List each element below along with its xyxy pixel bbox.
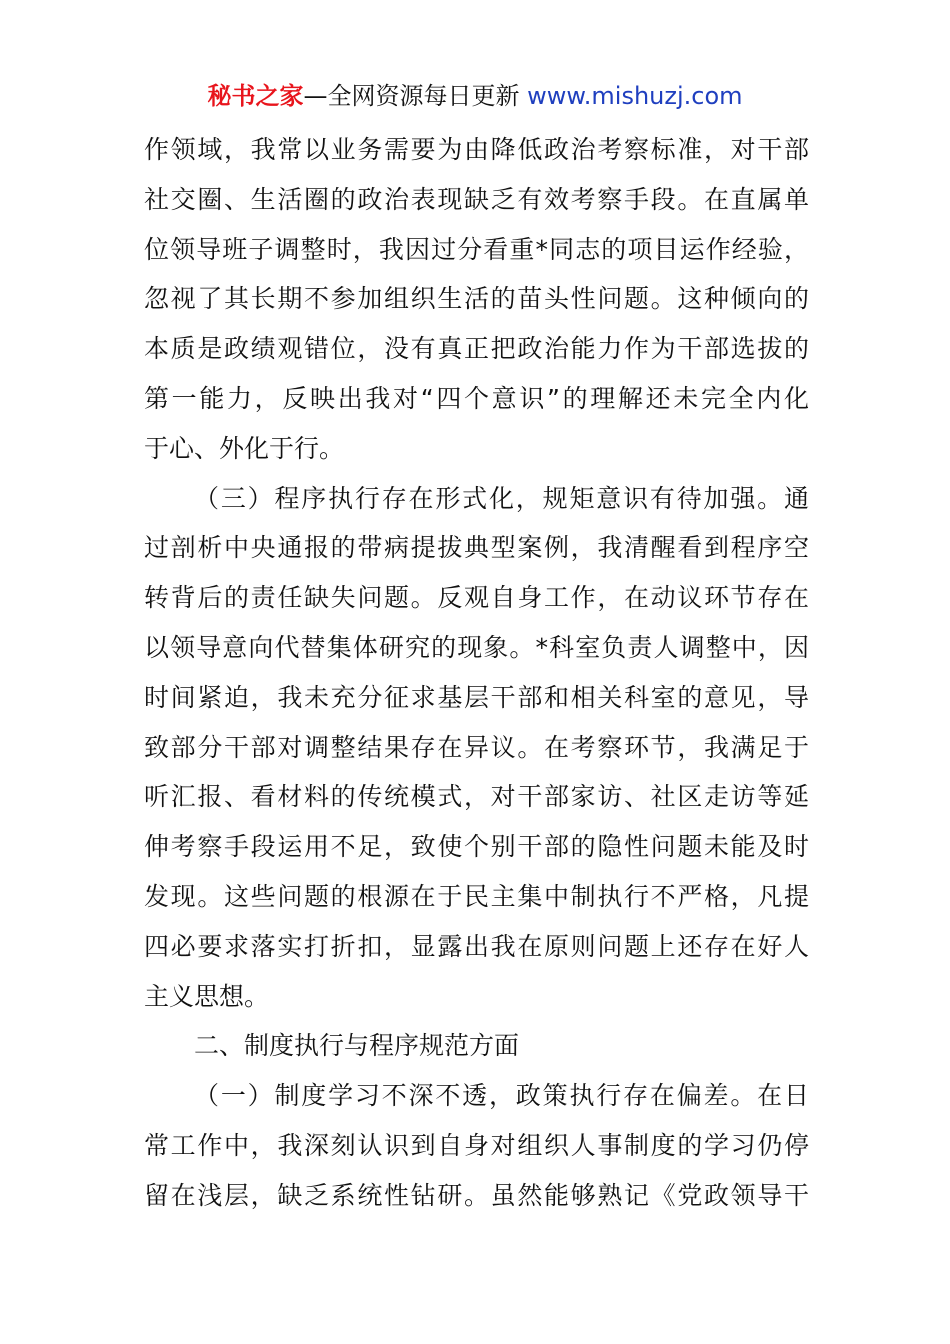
text-line: 听汇报、看材料的传统模式，对干部家访、社区走访等延 (144, 782, 809, 812)
text-line: 致部分干部对调整结果存在异议。在考察环节，我满足于 (144, 732, 809, 762)
text-line: 过剖析中央通报的带病提拔典型案例，我清醒看到程序空 (144, 533, 809, 563)
text-line: 于心、外化于行。 (144, 433, 345, 463)
text-line: 时间紧迫，我未充分征求基层干部和相关科室的意见，导 (144, 682, 809, 712)
text-line: 位领导班子调整时，我因过分看重*同志的项目运作经验， (144, 234, 809, 264)
text-line: 忽视了其长期不参加组织生活的苗头性问题。这种倾向的 (144, 284, 809, 314)
text-line: 社交圈、生活圈的政治表现缺乏有效考察手段。在直属单 (144, 184, 809, 214)
text-line: 伸考察手段运用不足，致使个别干部的隐性问题未能及时 (144, 832, 809, 862)
text-line: 转背后的责任缺失问题。反观自身工作，在动议环节存在 (144, 583, 809, 613)
section-heading: 二、制度执行与程序规范方面 (194, 1031, 520, 1061)
brand-name: 秘书之家 (207, 82, 304, 110)
text-line: 发现。这些问题的根源在于民主集中制执行不严格，凡提 (144, 881, 809, 911)
site-header (0, 80, 950, 112)
text-line: 作领域，我常以业务需要为由降低政治考察标准，对干部 (144, 135, 809, 164)
text-line: 主义思想。 (144, 981, 270, 1011)
text-line: 第一能力，反映出我对“四个意识”的理解还未完全内化 (144, 383, 809, 413)
text-line: （一）制度学习不深不透，政策执行存在偏差。在日 (194, 1081, 809, 1111)
document-body (144, 125, 809, 1221)
text-line: （三）程序执行存在形式化，规矩意识有待加强。通 (194, 483, 809, 513)
text-line: 四必要求落实打折扣，显露出我在原则问题上还存在好人 (144, 931, 809, 961)
site-url-link[interactable]: www.mishuzj.com (527, 82, 743, 110)
text-line: 以领导意向代替集体研究的现象。*科室负责人调整中，因 (144, 632, 809, 662)
text-line: 本质是政绩观错位，没有真正把政治能力作为干部选拔的 (144, 334, 809, 364)
text-line: 常工作中，我深刻认识到自身对组织人事制度的学习仍停 (144, 1130, 809, 1160)
text-line: 留在浅层，缺乏系统性钻研。虽然能够熟记《党政领导干 (144, 1180, 809, 1210)
header-tagline: —全网资源每日更新 (303, 82, 520, 110)
